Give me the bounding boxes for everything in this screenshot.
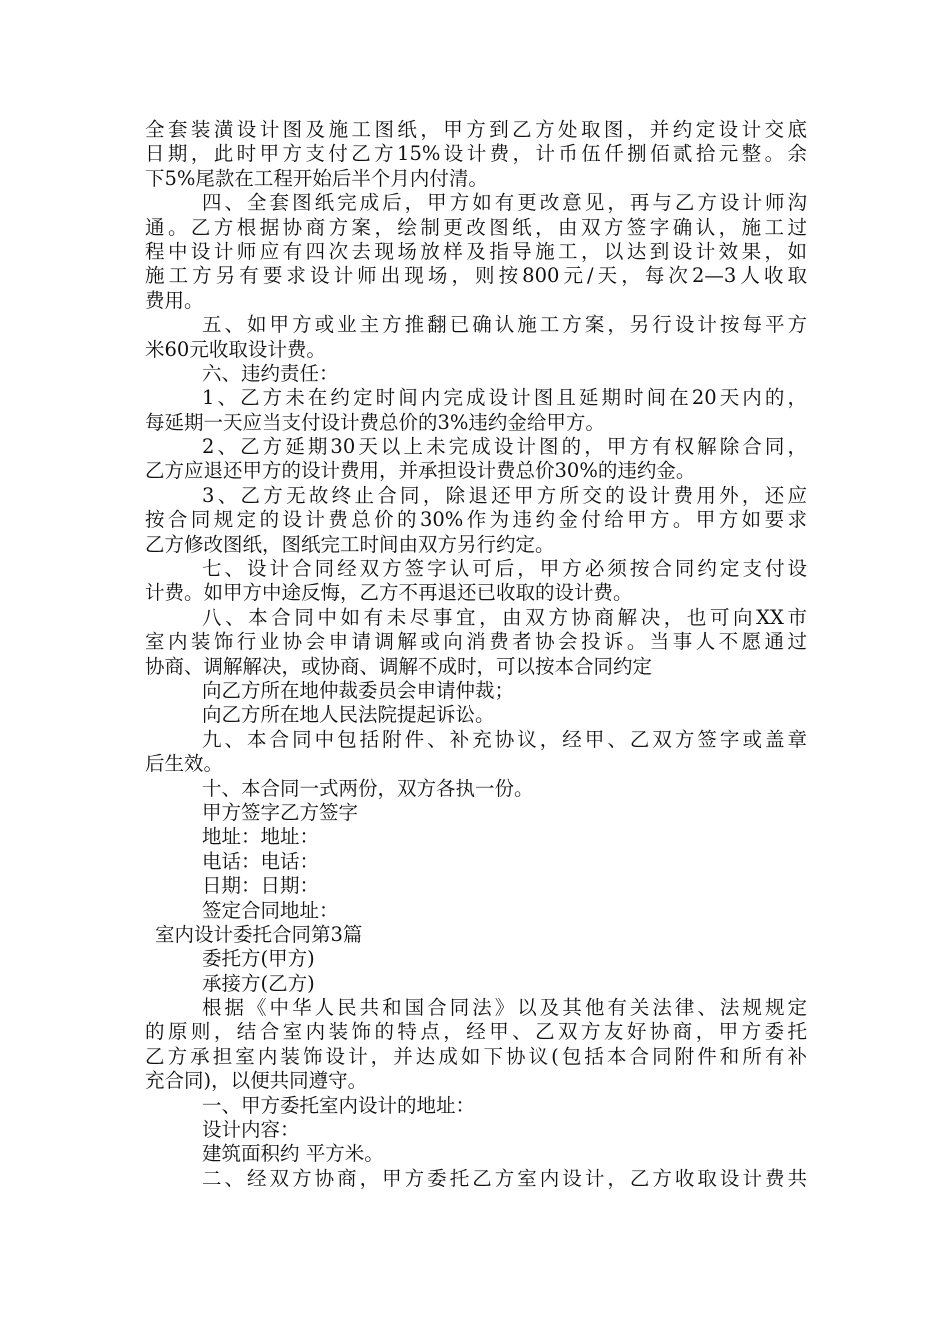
document-page [145,118,807,1191]
text-line: 米60元收取设计费。 [145,337,326,361]
text-line: 地址：地址： [202,825,320,849]
text-line: 日期，此时甲方支付乙方15%设计费，计币伍仟捌佰贰拾元整。余 [145,142,807,166]
text-line: 乙方承担室内装饰设计，并达成如下协议(包括本合同附件和所有补 [145,1044,807,1068]
text-line: 程中设计师应有四次去现场放样及指导施工，以达到设计效果，如 [145,239,807,263]
text-line: 通。乙方根据协商方案，绘制更改图纸，由双方签字确认，施工过 [145,215,807,239]
text-line: 2、乙方延期30天以上未完成设计图的，甲方有权解除合同， [202,435,807,459]
text-line: 根据《中华人民共和国合同法》以及其他有关法律、法规规定 [202,996,807,1020]
text-line: 每延期一天应当支付设计费总价的3%违约金给甲方。 [145,410,605,434]
text-line: 的原则，结合室内装饰的特点，经甲、乙双方友好协商，甲方委托 [145,1020,807,1044]
text-line: 六、违约责任： [202,361,339,385]
text-line: 室内装饰行业协会申请调解或向消费者协会投诉。当事人不愿通过 [145,630,807,654]
text-line: 费用。 [145,288,204,312]
text-line: 下5%尾款在工程开始后半个月内付清。 [145,166,488,190]
text-line: 3、乙方无故终止合同，除退还甲方所交的设计费用外，还应 [202,483,807,507]
text-line: 充合同)，以便共同遵守。 [145,1069,368,1093]
text-line: 七、设计合同经双方签字认可后，甲方必须按合同约定支付设 [202,557,807,581]
text-line: 1、乙方未在约定时间内完成设计图且延期时间在20天内的， [202,386,807,410]
text-line: 九、本合同中包括附件、补充协议，经甲、乙双方签字或盖章 [202,727,807,751]
text-line: 日期：日期： [202,874,320,898]
text-line: 室内设计委托合同第3篇 [155,922,363,946]
text-line: 协商、调解解决，或协商、调解不成时，可以按本合同约定 [145,654,653,678]
text-line: 建筑面积约 平方米。 [202,1142,384,1166]
text-line: 签定合同地址： [202,898,339,922]
text-line: 五、如甲方或业主方推翻已确认施工方案，另行设计按每平方 [202,313,807,337]
text-line: 一、甲方委托室内设计的地址： [202,1093,476,1117]
text-line: 十、本合同一式两份，双方各执一份。 [202,776,534,800]
text-line: 委托方(甲方) [202,947,315,971]
text-line: 承接方(乙方) [202,971,315,995]
text-line: 向乙方所在地人民法院提起诉讼。 [202,703,495,727]
text-line: 八、本合同中如有未尽事宜，由双方协商解决，也可向XX市 [202,605,807,629]
text-line: 施工方另有要求设计师出现场，则按800元/天，每次2—3人收取 [145,264,807,288]
text-line: 按合同规定的设计费总价的30%作为违约金付给甲方。甲方如要求 [145,508,807,532]
text-line: 乙方应退还甲方的设计费用，并承担设计费总价30%的违约金。 [145,459,696,483]
text-line: 甲方签字乙方签字 [202,800,359,824]
text-line: 计费。如甲方中途反悔，乙方不再退还已收取的设计费。 [145,581,633,605]
text-line: 二、经双方协商，甲方委托乙方室内设计，乙方收取设计费共 [202,1166,807,1190]
text-line: 乙方修改图纸，图纸完工时间由双方另行约定。 [145,532,555,556]
text-line: 电话：电话： [202,849,320,873]
text-line: 四、全套图纸完成后，甲方如有更改意见，再与乙方设计师沟 [202,191,807,215]
text-line: 全套装潢设计图及施工图纸，甲方到乙方处取图，并约定设计交底 [145,118,807,141]
text-line: 后生效。 [145,752,224,776]
text-line: 设计内容： [202,1118,300,1142]
text-line: 向乙方所在地仲裁委员会申请仲裁； [202,678,515,702]
